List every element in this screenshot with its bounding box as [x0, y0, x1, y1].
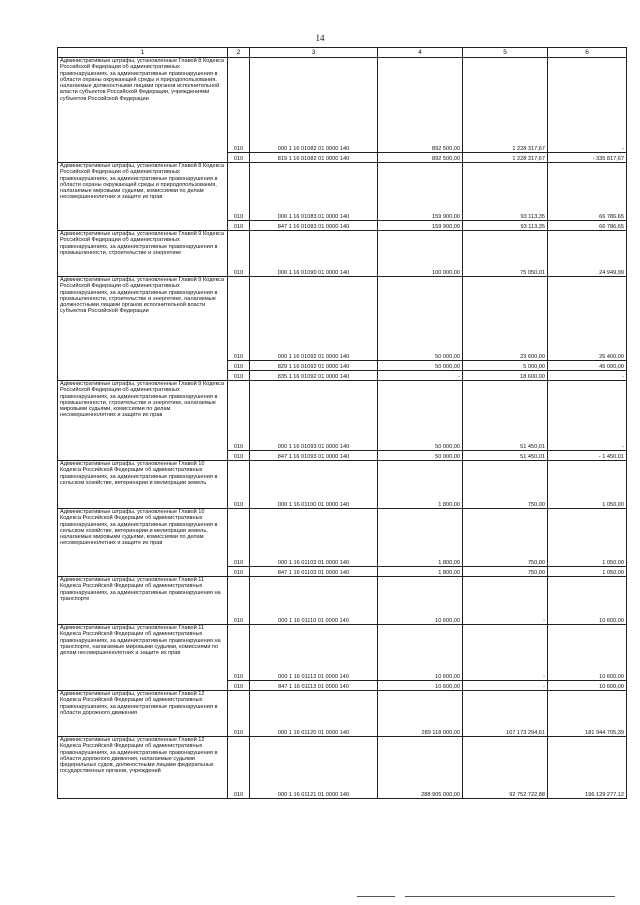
approved-amount: 1 800,00 — [378, 461, 463, 509]
row-name: Административные штрафы, установленные Главой 8 Кодекса Российской Федерации об административных правонарушениях, за административные правонарушения в области охраны окружающей среды и природопользования, налагаемые должностными лицами органов исполнительной власти субъектов Российской Федерации, учреждениями субъектов Российской Федерации — [58, 58, 228, 163]
column-header-6: 6 — [548, 48, 627, 58]
line-code: 010 — [228, 461, 250, 509]
budget-code: 847 1 16 01113 01 0000 140 — [250, 681, 378, 691]
column-header-4: 4 — [378, 48, 463, 58]
table-row — [58, 509, 627, 567]
approved-amount: 10 600,00 — [378, 625, 463, 681]
line-code: 010 — [228, 577, 250, 625]
line-code: 010 — [228, 625, 250, 681]
line-code: 010 — [228, 691, 250, 737]
remaining-amount: 1 050,00 — [548, 461, 627, 509]
column-header-1: 1 — [58, 48, 228, 58]
table-row — [58, 737, 627, 799]
table-header — [58, 48, 627, 58]
executed-amount: 1 228 317,67 — [463, 153, 548, 163]
executed-amount: 75 050,01 — [463, 231, 548, 277]
executed-amount: 750,00 — [463, 567, 548, 577]
column-header-3: 3 — [250, 48, 378, 58]
approved-amount: 288 905 000,00 — [378, 737, 463, 799]
remaining-amount: 66 786,65 — [548, 163, 627, 221]
approved-amount: 892 500,00 — [378, 153, 463, 163]
footer-rule — [405, 896, 615, 897]
line-code: 010 — [228, 371, 250, 381]
executed-amount: 51 450,01 — [463, 381, 548, 451]
remaining-amount: 1 050,00 — [548, 509, 627, 567]
budget-code: 847 1 16 01083 01 0000 140 — [250, 221, 378, 231]
approved-amount: 159 900,00 — [378, 163, 463, 221]
row-name: Административные штрафы, установленные Главой 9 Кодекса Российской Федерации об административных правонарушениях, за административные правонарушения в промышленности, строительстве и энергетике, налагаемые должностными лицами органов исполнительной власти субъектов Российской Федерации — [58, 277, 228, 381]
remaining-amount: - — [548, 58, 627, 153]
table-row — [58, 163, 627, 221]
row-name: Административные штрафы, установленные Главой 12 Кодекса Российской Федерации об административных правонарушениях, за административные правонарушения в области дорожного движения — [58, 691, 228, 737]
column-header-5: 5 — [463, 48, 548, 58]
executed-amount: 5 000,00 — [463, 361, 548, 371]
approved-amount: 892 500,00 — [378, 58, 463, 153]
executed-amount: 92 752 722,88 — [463, 737, 548, 799]
approved-amount: 10 600,00 — [378, 577, 463, 625]
line-code: 010 — [228, 277, 250, 361]
approved-amount: 100 000,00 — [378, 231, 463, 277]
executed-amount: 107 173 294,61 — [463, 691, 548, 737]
remaining-amount: - 1 450,01 — [548, 451, 627, 461]
executed-amount: - — [463, 625, 548, 681]
budget-code: 847 1 16 01093 01 0000 140 — [250, 451, 378, 461]
executed-amount: 750,00 — [463, 509, 548, 567]
budget-code: 000 1 16 01083 01 0000 140 — [250, 163, 378, 221]
remaining-amount: - — [548, 371, 627, 381]
line-code: 010 — [228, 567, 250, 577]
remaining-amount: 10 600,00 — [548, 625, 627, 681]
table-row — [58, 277, 627, 361]
table-row — [58, 461, 627, 509]
row-name: Административные штрафы, установленные Главой 11 Кодекса Российской Федерации об административных правонарушениях, за административные правонарушения на транспорте, налагаемые мировыми судьями, комиссиями по делам несовершеннолетних и защите их прав — [58, 625, 228, 691]
approved-amount: 50 000,00 — [378, 451, 463, 461]
revenue-table — [57, 47, 627, 799]
remaining-amount: 181 944 705,39 — [548, 691, 627, 737]
remaining-amount: - 335 817,67 — [548, 153, 627, 163]
executed-amount: 93 113,35 — [463, 163, 548, 221]
executed-amount: 51 450,01 — [463, 451, 548, 461]
table-row — [58, 231, 627, 277]
row-name: Административные штрафы, установленные Главой 8 Кодекса Российской Федерации об административных правонарушениях, за административные правонарушения в области охраны окружающей среды и природопользования, налагаемые мировыми судьями, комиссиями по делам несовершеннолетних и защите их прав — [58, 163, 228, 231]
line-code: 010 — [228, 221, 250, 231]
budget-code: 847 1 16 01103 01 0000 140 — [250, 567, 378, 577]
approved-amount: 289 118 000,00 — [378, 691, 463, 737]
approved-amount: 50 000,00 — [378, 361, 463, 371]
table-row — [58, 691, 627, 737]
row-name: Административные штрафы, установленные Главой 10 Кодекса Российской Федерации об административных правонарушениях, за административные правонарушения в сельском хозяйстве, ветеринарии и мелиорации земель — [58, 461, 228, 509]
budget-code: 000 1 16 01093 01 0000 140 — [250, 381, 378, 451]
table-row — [58, 381, 627, 451]
executed-amount: 18 600,00 — [463, 371, 548, 381]
line-code: 010 — [228, 163, 250, 221]
executed-amount: 750,00 — [463, 461, 548, 509]
executed-amount: - — [463, 681, 548, 691]
budget-code: 819 1 16 01082 01 0000 140 — [250, 153, 378, 163]
column-header-2: 2 — [228, 48, 250, 58]
footer-rule — [357, 896, 395, 897]
remaining-amount: 10 600,00 — [548, 681, 627, 691]
executed-amount: 93 113,35 — [463, 221, 548, 231]
row-name: Административные штрафы, установленные Главой 9 Кодекса Российской Федерации об административных правонарушениях, за административные правонарушения в промышленности, строительстве и энергетике — [58, 231, 228, 277]
approved-amount: 159 900,00 — [378, 221, 463, 231]
budget-code: 000 1 16 01100 01 0000 140 — [250, 461, 378, 509]
budget-code: 835 1 16 01092 01 0000 140 — [250, 371, 378, 381]
row-name: Административные штрафы, установленные Главой 12 Кодекса Российской Федерации об административных правонарушениях, за административные правонарушения в области дорожного движения, налагаемые судьями федеральных судов, должностными лицами федеральных государственных органов, учреждений — [58, 737, 228, 799]
executed-amount: 23 600,00 — [463, 277, 548, 361]
row-name: Административные штрафы, установленные Главой 10 Кодекса Российской Федерации об административных правонарушениях, за административные правонарушения в сельском хозяйстве, ветеринарии и мелиорации земель, налагаемые мировыми судьями, комиссиями по делам несовершеннолетних и защите их прав — [58, 509, 228, 577]
table-body — [58, 58, 627, 799]
row-name: Административные штрафы, установленные Главой 9 Кодекса Российской Федерации об административных правонарушениях, за административные правонарушения в промышленности, строительстве и энергетике, налагаемые мировыми судьями, комиссиями по делам несовершеннолетних и защите их прав — [58, 381, 228, 461]
line-code: 010 — [228, 231, 250, 277]
remaining-amount: 66 786,65 — [548, 221, 627, 231]
budget-code: 000 1 16 01120 01 0000 140 — [250, 691, 378, 737]
approved-amount: 10 600,00 — [378, 681, 463, 691]
line-code: 010 — [228, 58, 250, 153]
line-code: 010 — [228, 737, 250, 799]
table-row — [58, 625, 627, 681]
table-row — [58, 577, 627, 625]
row-name: Административные штрафы, установленные Главой 11 Кодекса Российской Федерации об административных правонарушениях, за административные правонарушения на транспорте — [58, 577, 228, 625]
line-code: 010 — [228, 361, 250, 371]
approved-amount: - — [378, 371, 463, 381]
approved-amount: 1 800,00 — [378, 567, 463, 577]
budget-code: 000 1 16 01110 01 0000 140 — [250, 577, 378, 625]
executed-amount: - — [463, 577, 548, 625]
remaining-amount: 45 000,00 — [548, 361, 627, 371]
budget-code: 000 1 16 01113 01 0000 140 — [250, 625, 378, 681]
budget-code: 000 1 16 01103 01 0000 140 — [250, 509, 378, 567]
approved-amount: 50 000,00 — [378, 381, 463, 451]
remaining-amount: 26 400,00 — [548, 277, 627, 361]
approved-amount: 50 000,00 — [378, 277, 463, 361]
budget-code: 000 1 16 01092 01 0000 140 — [250, 277, 378, 361]
approved-amount: 1 800,00 — [378, 509, 463, 567]
line-code: 010 — [228, 381, 250, 451]
budget-code: 000 1 16 01090 01 0000 140 — [250, 231, 378, 277]
budget-code: 829 1 16 01092 01 0000 140 — [250, 361, 378, 371]
remaining-amount: 196 129 277,12 — [548, 737, 627, 799]
budget-code: 000 1 16 01121 01 0000 140 — [250, 737, 378, 799]
line-code: 010 — [228, 153, 250, 163]
budget-code: 000 1 16 01082 01 0000 140 — [250, 58, 378, 153]
table-row — [58, 58, 627, 153]
executed-amount: 1 228 317,67 — [463, 58, 548, 153]
remaining-amount: 1 050,00 — [548, 567, 627, 577]
line-code: 010 — [228, 681, 250, 691]
line-code: 010 — [228, 509, 250, 567]
remaining-amount: - — [548, 381, 627, 451]
line-code: 010 — [228, 451, 250, 461]
page-number: 14 — [315, 33, 325, 43]
remaining-amount: 24 949,99 — [548, 231, 627, 277]
remaining-amount: 10 600,00 — [548, 577, 627, 625]
